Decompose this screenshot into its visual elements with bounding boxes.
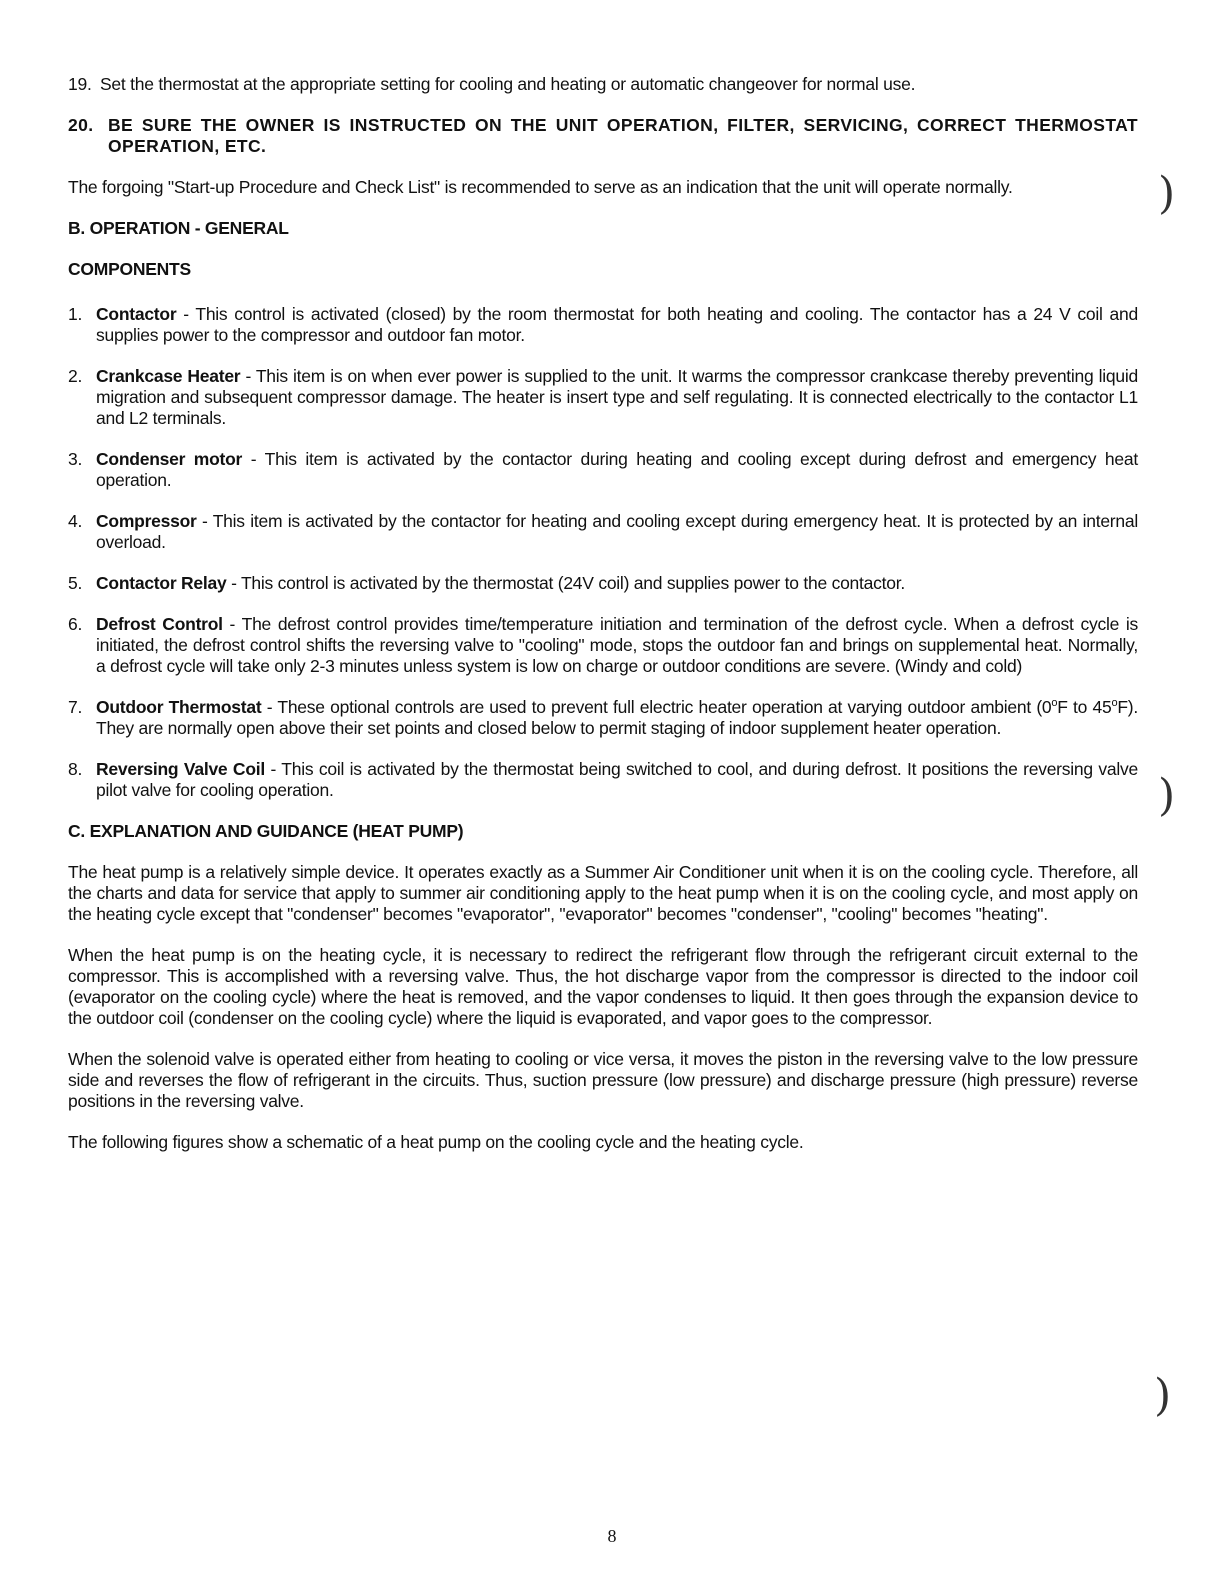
component-text: This item is on when ever power is supplied to the unit. It warms the compressor crankcase thereby preventing liquid migration and subsequent compressor damage. The heater is insert type and self regulating. It is connected electrically to the contactor L1 and L2 terminals. bbox=[96, 366, 1138, 428]
component-term: Crankcase Heater bbox=[96, 366, 241, 386]
component-item: 4. Compressor - This item is activated by the contactor for heating and cooling except during emergency heat. It is protected by an internal overload. bbox=[68, 511, 1138, 552]
component-term: Reversing Valve Coil bbox=[96, 759, 265, 779]
component-term: Condenser motor bbox=[96, 449, 243, 469]
binder-hole-mark: ) bbox=[1158, 770, 1176, 821]
step-number: 19. bbox=[68, 74, 92, 94]
step-19 bbox=[68, 74, 1138, 95]
component-item: 2. Crankcase Heater - This item is on when ever power is supplied to the unit. It warms the compressor crankcase thereby preventing liquid migration and subsequent compressor damage. The heater is insert type and self regulating. It is connected electrically to the contactor L1 and L2 terminals. bbox=[68, 366, 1138, 428]
component-term: Compressor bbox=[96, 511, 197, 531]
body-paragraph: When the solenoid valve is operated either from heating to cooling or vice versa, it moves the piston in the reversing valve to the low pressure side and reverses the flow of refrigerant in the circuits. Thus, suction pressure (low pressure) and discharge pressure (high pressure) reverse positions in the reversing valve. bbox=[68, 1049, 1138, 1111]
component-term: Defrost Control bbox=[96, 614, 223, 634]
binder-hole-mark: ) bbox=[1158, 168, 1176, 219]
intro-paragraph: The forgoing "Start-up Procedure and Check List" is recommended to serve as an indication that the unit will operate normally. bbox=[68, 177, 1013, 197]
step-number: 20. bbox=[68, 115, 94, 135]
component-text: This item is activated by the contactor for heating and cooling except during emergency heat. It is protected by an internal overload. bbox=[96, 511, 1138, 552]
components-heading: COMPONENTS bbox=[68, 259, 191, 279]
component-item: 3. Condenser motor - This item is activated by the contactor during heating and cooling except during defrost and emergency heat operation. bbox=[68, 449, 1138, 490]
component-text: This control is activated by the thermostat (24V coil) and supplies power to the contactor. bbox=[240, 573, 905, 593]
component-item: 8. Reversing Valve Coil - This coil is activated by the thermostat being switched to cool, and during defrost. It positions the reversing valve pilot valve for cooling operation. bbox=[68, 759, 1138, 800]
body-paragraph: When the heat pump is on the heating cycle, it is necessary to redirect the refrigerant flow through the refrigerant circuit external to the compressor. This is accomplished with a reversing valve. Thus, the hot discharge vapor from the compressor is directed to the indoor coil (evaporator on the cooling cycle) where the heat is removed, and the vapor condenses to liquid. It then goes through the expansion device to the outdoor coil (condenser on the cooling cycle) where the liquid is evaporated, and vapor goes to the compressor. bbox=[68, 945, 1138, 1028]
component-term: Contactor bbox=[96, 304, 177, 324]
component-term: Contactor Relay bbox=[96, 573, 227, 593]
degree-symbol: o bbox=[1111, 697, 1118, 710]
component-item: 6. Defrost Control - The defrost control provides time/temperature initiation and termination of the defrost cycle. When a defrost cycle is initiated, the defrost control shifts the reversing valve to "cooling" mode, stops the outdoor fan and brings on supplemental heat. Normally, a defrost cycle will take only 2-3 minutes unless system is low on charge or outdoor conditions are severe. (Windy and cold) bbox=[68, 614, 1138, 676]
component-text: This item is activated by the contactor during heating and cooling except during defrost and emergency heat operation. bbox=[96, 449, 1138, 490]
section-b-heading: B. OPERATION - GENERAL bbox=[68, 218, 289, 238]
document-body bbox=[68, 74, 1138, 1153]
degree-symbol: o bbox=[1051, 697, 1058, 710]
component-item: 5. Contactor Relay - This control is activated by the thermostat (24V coil) and supplies power to the contactor. bbox=[68, 573, 905, 593]
component-item: 7. Outdoor Thermostat - These optional controls are used to prevent full electric heater operation at varying outdoor ambient (0$^o$F to 45$^o$F). They are normally open above their set points and closed below to permit staging of indoor supplement heater operation. bbox=[68, 697, 1138, 738]
binder-hole-mark: ) bbox=[1154, 1370, 1172, 1421]
step-text: BE SURE THE OWNER IS INSTRUCTED ON THE UNIT OPERATION, FILTER, SERVICING, CORRECT THERMOSTAT OPERATION, ETC. bbox=[108, 115, 1138, 156]
step-20 bbox=[68, 115, 1138, 157]
section-c-heading: C. EXPLANATION AND GUIDANCE (HEAT PUMP) bbox=[68, 821, 464, 841]
component-text: These optional controls are used to prevent full electric heater operation at varying outdoor ambient (0 bbox=[277, 697, 1052, 717]
page-number: 8 bbox=[607, 1526, 617, 1546]
component-text: This coil is activated by the thermostat being switched to cool, and during defrost. It positions the reversing valve pilot valve for cooling operation. bbox=[96, 759, 1138, 800]
component-item: 1. Contactor - This control is activated (closed) by the room thermostat for both heating and cooling. The contactor has a 24 V coil and supplies power to the compressor and outdoor fan motor. bbox=[68, 304, 1138, 345]
component-text: The defrost control provides time/temperature initiation and termination of the defrost cycle. When a defrost cycle is initiated, the defrost control shifts the reversing valve to "cooling" mode, stops the outdoor fan and brings on supplemental heat. Normally, a defrost cycle will take only 2-3 minutes unless system is low on charge or outdoor conditions are severe. (Windy and cold) bbox=[96, 614, 1138, 676]
step-text: Set the thermostat at the appropriate setting for cooling and heating or automatic changeover for normal use. bbox=[100, 74, 916, 94]
component-text: This control is activated (closed) by the room thermostat for both heating and cooling. The contactor has a 24 V coil and supplies power to the compressor and outdoor fan motor. bbox=[96, 304, 1138, 345]
component-term: Outdoor Thermostat bbox=[96, 697, 262, 717]
body-paragraph: The following figures show a schematic of a heat pump on the cooling cycle and the heating cycle. bbox=[68, 1132, 804, 1152]
body-paragraph: The heat pump is a relatively simple device. It operates exactly as a Summer Air Conditioner unit when it is on the cooling cycle. Therefore, all the charts and data for service that apply to summer air conditioning apply to the heat pump when it is on the cooling cycle, and most apply on the heating cycle except that "condenser" becomes "evaporator", "evaporator" becomes "condenser", "cooling" becomes "heating". bbox=[68, 862, 1138, 924]
